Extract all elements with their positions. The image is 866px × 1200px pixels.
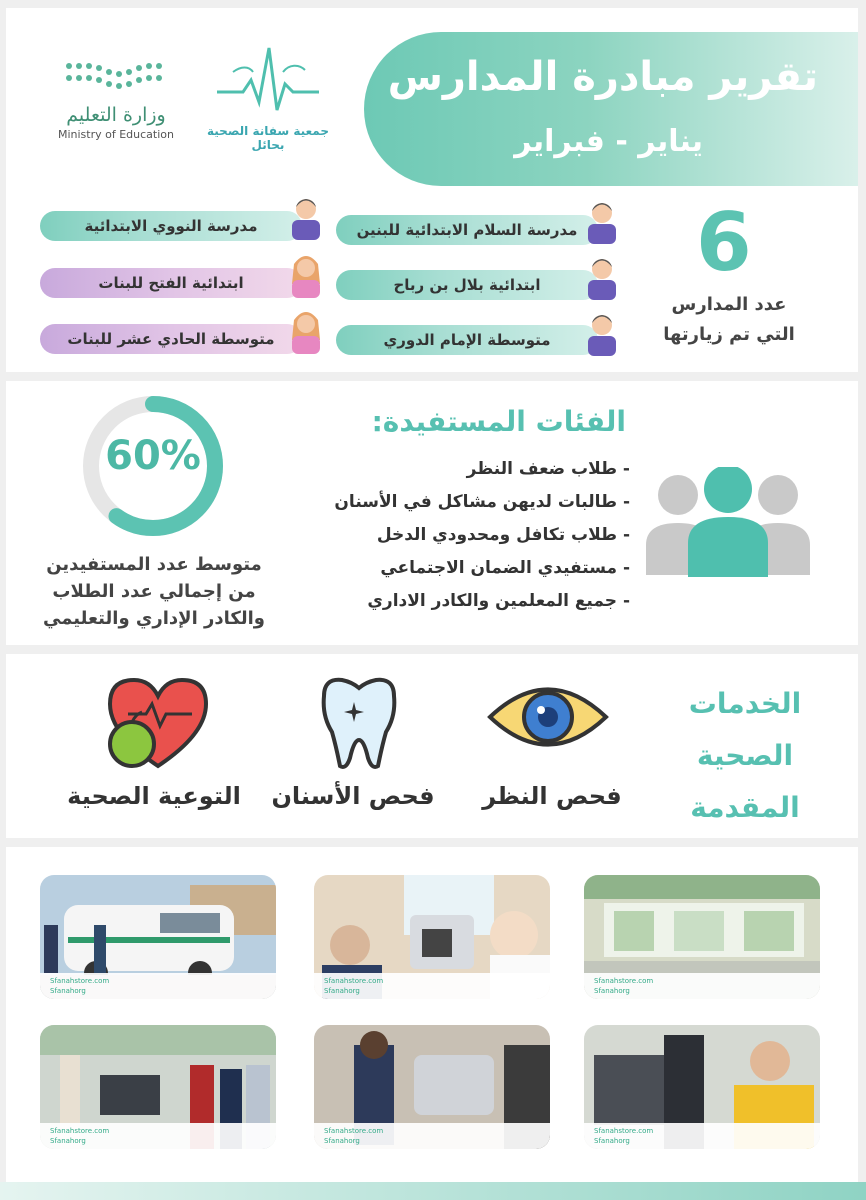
ministry-dots-icon <box>61 60 171 94</box>
list-item: - طالبات لديهن مشاكل في الأسنان <box>334 492 630 512</box>
ministry-name-ar: وزارة التعليم <box>66 104 166 126</box>
photo-watermark <box>40 973 276 999</box>
eye-icon <box>486 672 610 762</box>
count-label-line: عدد المدارس <box>671 294 787 315</box>
average-line: والكادر الإداري والتعليمي <box>43 608 265 629</box>
photo-awareness-booth <box>584 875 820 999</box>
footer-bar <box>0 1182 866 1200</box>
watermark-handle: Sfanahorg <box>324 1137 360 1145</box>
watermark-handle: Sfanahorg <box>50 987 86 995</box>
school-pill: مدرسة السلام الابتدائية للبنين <box>336 215 598 245</box>
boy-avatar-icon <box>584 308 620 356</box>
beneficiary-groups-list <box>334 453 630 618</box>
heart-apple-icon <box>102 674 214 774</box>
girl-avatar-icon <box>288 306 324 354</box>
photo-watermark <box>40 1123 276 1149</box>
services-section <box>6 654 858 838</box>
header-section <box>6 8 858 372</box>
watermark-website: Sfanahstore.com <box>50 977 110 985</box>
list-item: - طلاب ضعف النظر <box>466 459 630 479</box>
services-title-line: الصحية <box>696 739 794 772</box>
watermark-website: Sfanahstore.com <box>594 1127 654 1135</box>
service-eye-label: فحص النظر <box>482 782 622 810</box>
photo-watermark <box>314 1123 550 1149</box>
people-group-icon <box>638 467 818 577</box>
watermark-website: Sfanahstore.com <box>594 977 654 985</box>
association-logo <box>204 44 332 152</box>
beneficiary-groups-title: الفئات المستفيدة: <box>371 405 626 438</box>
heartbeat-logo-icon <box>213 44 323 118</box>
average-beneficiaries-text <box>36 551 272 632</box>
photo-watermark <box>584 973 820 999</box>
photo-students-line <box>40 1025 276 1149</box>
service-teeth-label: فحص الأسنان <box>271 782 435 810</box>
services-title-line: الخدمات <box>688 687 802 720</box>
photo-vision-screening <box>314 1025 550 1149</box>
watermark-handle: Sfanahorg <box>594 987 630 995</box>
boy-avatar-icon <box>584 196 620 244</box>
services-title-line: المقدمة <box>690 791 800 824</box>
beneficiaries-section <box>6 381 858 645</box>
percentage-value: 60% <box>105 433 201 479</box>
school-pill: ابتدائية بلال بن رباح <box>336 270 598 300</box>
report-period: يناير - فبراير <box>514 124 703 159</box>
watermark-handle: Sfanahorg <box>50 1137 86 1145</box>
list-item: - جميع المعلمين والكادر الاداري <box>367 591 630 611</box>
watermark-handle: Sfanahorg <box>324 987 360 995</box>
school-pill: متوسطة الإمام الدوري <box>336 325 598 355</box>
service-awareness-label: التوعية الصحية <box>67 782 241 810</box>
count-label-line: التي تم زيارتها <box>663 324 795 345</box>
photo-watermark <box>314 973 550 999</box>
school-pill: مدرسة النووي الابتدائية <box>40 211 302 241</box>
average-line: متوسط عدد المستفيدين <box>46 554 262 575</box>
tooth-icon <box>316 676 402 772</box>
school-pill: متوسطة الحادي عشر للبنات <box>40 324 302 354</box>
watermark-handle: Sfanahorg <box>594 1137 630 1145</box>
average-line: من إجمالي عدد الطلاب <box>52 581 256 602</box>
visited-schools-label <box>654 290 804 350</box>
services-title <box>670 678 820 834</box>
title-banner <box>364 32 858 186</box>
photo-student-portrait <box>584 1025 820 1149</box>
photo-eye-exam <box>314 875 550 999</box>
photo-mobile-clinic <box>40 875 276 999</box>
list-item: - طلاب تكافل ومحدودي الدخل <box>376 525 630 545</box>
school-pill: ابتدائية الفتح للبنات <box>40 268 302 298</box>
boy-avatar-icon <box>288 192 324 240</box>
photo-watermark <box>584 1123 820 1149</box>
visited-schools-count: 6 <box>696 196 752 289</box>
list-item: - مستفيدي الضمان الاجتماعي <box>380 558 630 578</box>
girl-avatar-icon <box>288 250 324 298</box>
watermark-website: Sfanahstore.com <box>50 1127 110 1135</box>
boy-avatar-icon <box>584 252 620 300</box>
association-name: جمعية سفانة الصحية بحائل <box>207 124 329 152</box>
report-title: تقرير مبادرة المدارس <box>387 54 818 100</box>
ministry-name-en: Ministry of Education <box>57 128 174 141</box>
watermark-website: Sfanahstore.com <box>324 977 384 985</box>
watermark-website: Sfanahstore.com <box>324 1127 384 1135</box>
photos-section <box>6 847 858 1200</box>
ministry-logo <box>56 60 176 141</box>
